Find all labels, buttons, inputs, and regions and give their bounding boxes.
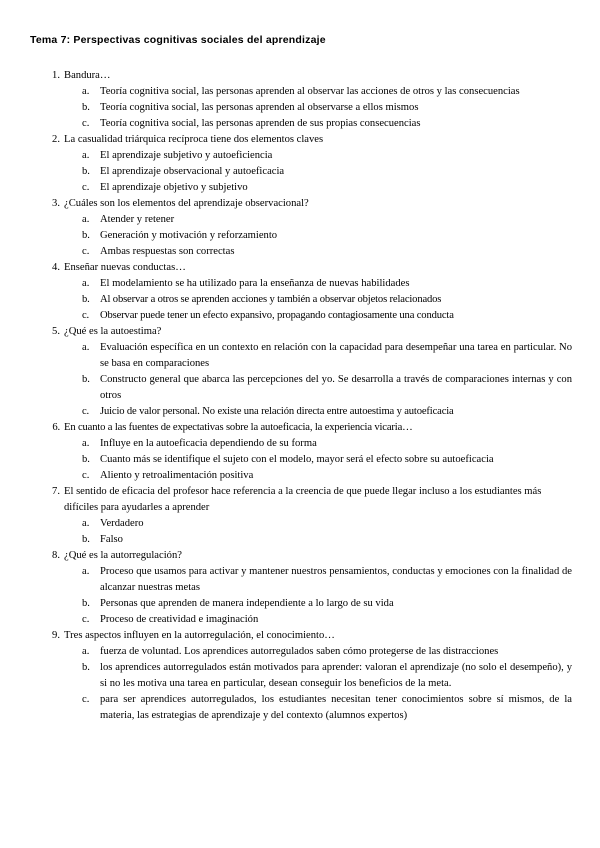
question-item (40, 260, 572, 276)
answer-option (40, 660, 572, 692)
option-text: para ser aprendices autorregulados, los estudiantes necesitan tener conocimientos sobre sí mismos, de la materia, las estrategias de aprendizaje y del contexto (alumnos expertos) (100, 694, 572, 721)
question-text: La casualidad triárquica recíproca tiene dos elementos claves (64, 134, 324, 145)
answer-option (40, 244, 572, 260)
answer-option (40, 84, 572, 100)
question-number: 6. (52, 422, 60, 433)
question-item (40, 628, 572, 644)
option-text: Teoría cognitiva social, las personas aprenden al observarse a ellos mismos (100, 102, 419, 113)
answer-option (40, 436, 572, 452)
question-number: 2. (52, 134, 60, 145)
question-item (40, 548, 572, 564)
option-letter: a. (82, 150, 90, 161)
answer-option (40, 276, 572, 292)
option-text: Influye en la autoeficacia dependiendo de su forma (100, 438, 317, 449)
question-number: 4. (52, 262, 60, 273)
option-letter: b. (82, 374, 90, 385)
question-text: ¿Qué es la autorregulación? (64, 550, 182, 561)
answer-option (40, 116, 572, 132)
answer-option (40, 100, 572, 116)
option-text: Personas que aprenden de manera independiente a lo largo de su vida (100, 598, 394, 609)
option-letter: b. (82, 230, 90, 241)
option-text: Generación y motivación y reforzamiento (100, 230, 278, 241)
answer-option (40, 340, 572, 372)
option-letter: c. (82, 614, 90, 625)
option-text: El aprendizaje observacional y autoeficacia (100, 166, 285, 177)
question-number: 3. (52, 198, 60, 209)
question-number: 7. (52, 486, 60, 497)
answer-option (40, 164, 572, 180)
option-text: Teoría cognitiva social, las personas aprenden de sus propias consecuencias (100, 118, 421, 129)
option-text: Atender y retener (100, 214, 175, 225)
answer-option (40, 180, 572, 196)
option-letter: a. (82, 518, 90, 529)
question-text: Bandura… (64, 70, 111, 81)
option-letter: c. (82, 310, 90, 321)
question-number: 5. (52, 326, 60, 337)
answer-option (40, 452, 572, 468)
option-text: Proceso de creatividad e imaginación (100, 614, 259, 625)
option-text: Cuanto más se identifique el sujeto con el modelo, mayor será el efecto sobre su autoeficacia (100, 454, 494, 465)
question-number: 1. (52, 70, 60, 81)
option-letter: a. (82, 342, 90, 353)
option-text: Teoría cognitiva social, las personas aprenden al observar las acciones de otros y las consecuencias (100, 86, 520, 97)
answer-option (40, 148, 572, 164)
answer-option (40, 532, 572, 548)
option-letter: c. (82, 118, 90, 129)
answer-option (40, 292, 572, 308)
question-text: En cuanto a las fuentes de expectativas sobre la autoeficacia, la experiencia vicaria… (64, 422, 413, 433)
option-letter: a. (82, 566, 90, 577)
option-text: Proceso que usamos para activar y mantener nuestros pensamientos, conductas y emociones con la finalidad de alcanzar nuestras metas (100, 566, 572, 593)
option-letter: b. (82, 454, 90, 465)
option-letter: c. (82, 470, 90, 481)
question-text: Tres aspectos influyen en la autorregulación, el conocimiento… (64, 630, 335, 641)
answer-option (40, 228, 572, 244)
option-text: Evaluación específica en un contexto en relación con la capacidad para desempeñar una tarea en particular. No se basa en comparaciones (100, 342, 572, 369)
answer-option (40, 644, 572, 660)
option-text: los aprendices autorregulados están motivados para aprender: valoran el aprendizaje (no solo el desempeño), y si no les motiva una tarea en particular, desean conseguir los beneficios de la meta. (100, 662, 572, 689)
option-letter: b. (82, 166, 90, 177)
question-item (40, 484, 572, 516)
question-item (40, 420, 572, 436)
question-text: ¿Cuáles son los elementos del aprendizaje observacional? (64, 198, 309, 209)
question-item (40, 324, 572, 340)
option-letter: c. (82, 182, 90, 193)
answer-option (40, 596, 572, 612)
option-letter: a. (82, 214, 90, 225)
option-text: Aliento y retroalimentación positiva (100, 470, 254, 481)
option-letter: a. (82, 278, 90, 289)
question-list (40, 68, 572, 724)
question-text: ¿Qué es la autoestima? (64, 326, 162, 337)
question-text: Enseñar nuevas conductas… (64, 262, 186, 273)
option-text: El aprendizaje objetivo y subjetivo (100, 182, 248, 193)
option-letter: b. (82, 598, 90, 609)
option-text: Verdadero (100, 518, 144, 529)
option-letter: b. (82, 294, 90, 305)
answer-option (40, 372, 572, 404)
answer-option (40, 404, 572, 420)
page-title: Tema 7: Perspectivas cognitivas sociales del aprendizaje (30, 34, 326, 46)
option-letter: c. (82, 694, 90, 705)
answer-option (40, 468, 572, 484)
answer-option (40, 308, 572, 324)
option-text: Ambas respuestas son correctas (100, 246, 235, 257)
answer-option (40, 212, 572, 228)
question-number: 9. (52, 630, 60, 641)
question-item (40, 68, 572, 84)
option-text: Al observar a otros se aprenden acciones y también a observar objetos relacionados (100, 294, 442, 305)
option-letter: a. (82, 438, 90, 449)
option-letter: c. (82, 246, 90, 257)
option-text: Juicio de valor personal. No existe una relación directa entre autoestima y autoeficacia (100, 406, 454, 417)
question-item (40, 132, 572, 148)
option-letter: c. (82, 406, 90, 417)
option-text: Falso (100, 534, 123, 545)
answer-option (40, 564, 572, 596)
question-text: El sentido de eficacia del profesor hace referencia a la creencia de que puede llegar incluso a los estudiantes más difíciles para ayudarles a aprender (64, 486, 542, 513)
option-text: fuerza de voluntad. Los aprendices autorregulados saben cómo protegerse de las distracciones (100, 646, 499, 657)
option-letter: b. (82, 102, 90, 113)
option-letter: b. (82, 534, 90, 545)
option-letter: b. (82, 662, 90, 673)
option-text: El modelamiento se ha utilizado para la enseñanza de nuevas habilidades (100, 278, 410, 289)
option-text: El aprendizaje subjetivo y autoeficiencia (100, 150, 273, 161)
option-text: Constructo general que abarca las percepciones del yo. Se desarrolla a través de comparaciones internas y con otros (100, 374, 572, 401)
question-number: 8. (52, 550, 60, 561)
answer-option (40, 612, 572, 628)
option-letter: a. (82, 86, 90, 97)
option-text: Observar puede tener un efecto expansivo, propagando contagiosamente una conducta (100, 310, 454, 321)
question-item (40, 196, 572, 212)
answer-option (40, 516, 572, 532)
option-letter: a. (82, 646, 90, 657)
answer-option (40, 692, 572, 724)
